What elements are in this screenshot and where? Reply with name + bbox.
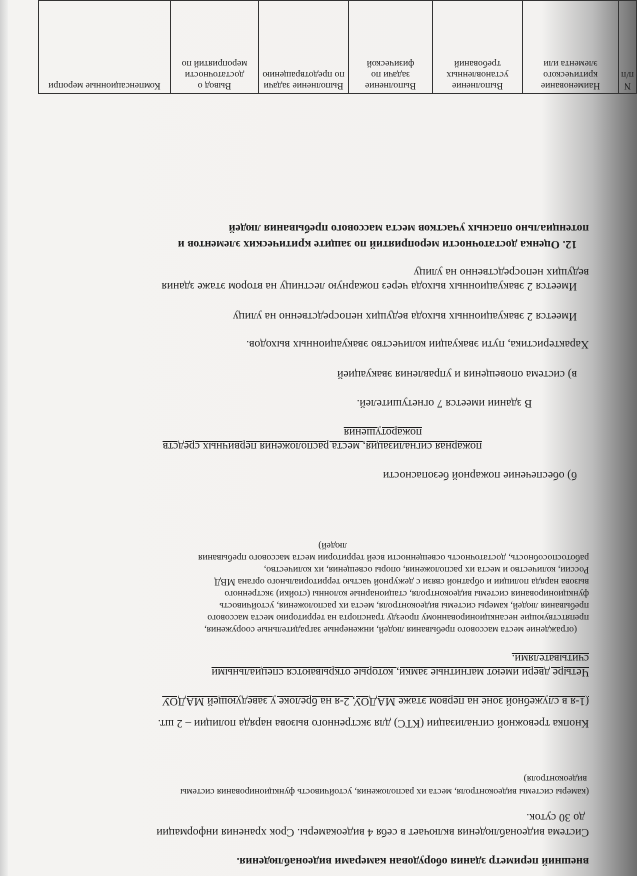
- caption-line-fence-1: (ограждение места массового пребывания людей, инженерные заградительные сооружения,: [204, 624, 577, 634]
- text-line-exits-stairs-2: ведущих непосредственно на улицу: [413, 266, 589, 278]
- text-line-readers: считывателями.: [511, 652, 589, 664]
- text-line-magnetic-locks: Четыре двери имеют магнитные замки, которые открываются специальными: [211, 666, 589, 678]
- table-header-row: [39, 1, 637, 94]
- caption-line-fence-8: людей): [318, 540, 347, 550]
- text-line-exits-stairs: Имеется 2 эвакуационных выхода через пожарную лестницу на втором этаже здания: [161, 280, 577, 292]
- caption-line-fence-2: препятствующие несанкционированному проезду транспорта на территорию места массового: [207, 612, 589, 622]
- text-line-perimeter: внешний периметр здания оборудован камерами видеонаблюдения.: [236, 855, 589, 867]
- th-prevention: Выполнение задачи по предотвращению: [259, 1, 349, 94]
- caption-line-fence-6: России, количество и места их расположения, опоры освещения, их количество,: [263, 564, 589, 574]
- caption-line-video-2: видеоконтроля): [523, 773, 587, 783]
- heading-fire-safety: б) обеспечение пожарной безопасности: [382, 469, 577, 481]
- th-compensation: Компенсационные меропри: [39, 1, 171, 94]
- text-line-extinguishers: В здании имеется 7 огнетушителей.: [356, 397, 532, 409]
- text-line-fire-alarm: пожарная сигнализация, места расположения первичных средств: [162, 440, 482, 452]
- caption-line-fence-3: пребывания людей, камеры системы видеоконтроля, места их расположения, устойчивость: [219, 600, 589, 610]
- text-line-evacuation-characteristics: Характеристика, пути эвакуации количество эвакуационных выходов.: [246, 338, 589, 350]
- caption-line-video-1: (камеры системы видеоконтроля, места их расположения, устойчивость функционирования системы: [180, 786, 589, 796]
- caption-line-fence-4: функционирования системы видеоконтроля, стационарные колонны (стойки) экстренного: [224, 588, 589, 598]
- text-line-fire-extinguishing: пожаротушения: [343, 426, 422, 438]
- th-physical-protection: Выполнение задачи по физической: [349, 1, 433, 94]
- assessment-table: [38, 0, 637, 94]
- text-line-storage-days: до 30 суток.: [526, 811, 585, 823]
- heading-evacuation-system: в) система оповещения и управления эвакуацией: [337, 368, 577, 380]
- th-number: N п/п: [619, 1, 637, 94]
- caption-line-fence-7: работоспособность, достаточность освещенности всей территории места массового пребывания: [198, 552, 589, 562]
- section-12-title-2: потенциально опасных участков места массового пребывания людей: [228, 222, 589, 234]
- th-critical-element: Наименование критического элемента или: [523, 1, 619, 94]
- text-line-video-system: Система видеонаблюдения включает в себя 4 видеокамеры. Срок хранения информации: [156, 826, 589, 838]
- text-line-exits-direct: Имеется 2 эвакуационных выхода ведущих непосредственно на улицу: [232, 310, 577, 322]
- th-sufficiency: Вывод о достаточности мероприятий по: [171, 1, 259, 94]
- text-line-kts: Кнопка тревожной сигнализации (КТС) для экстренного вызова наряда полиции – 2 шт.: [157, 717, 589, 729]
- section-12-title: 12. Оценка достаточности мероприятий по защите критических элементов и: [177, 238, 577, 250]
- caption-line-fence-5: вызова наряда полиции и обратной связи с дежурной частью территориального органа МВД: [214, 576, 589, 586]
- text-line-kts-location: (1-я в служебной зоне на первом этаже МАДОУ, 2-я на брелоке у заведующей МАДОУ: [162, 695, 589, 707]
- th-requirements: Выполнение установленных требований: [433, 1, 523, 94]
